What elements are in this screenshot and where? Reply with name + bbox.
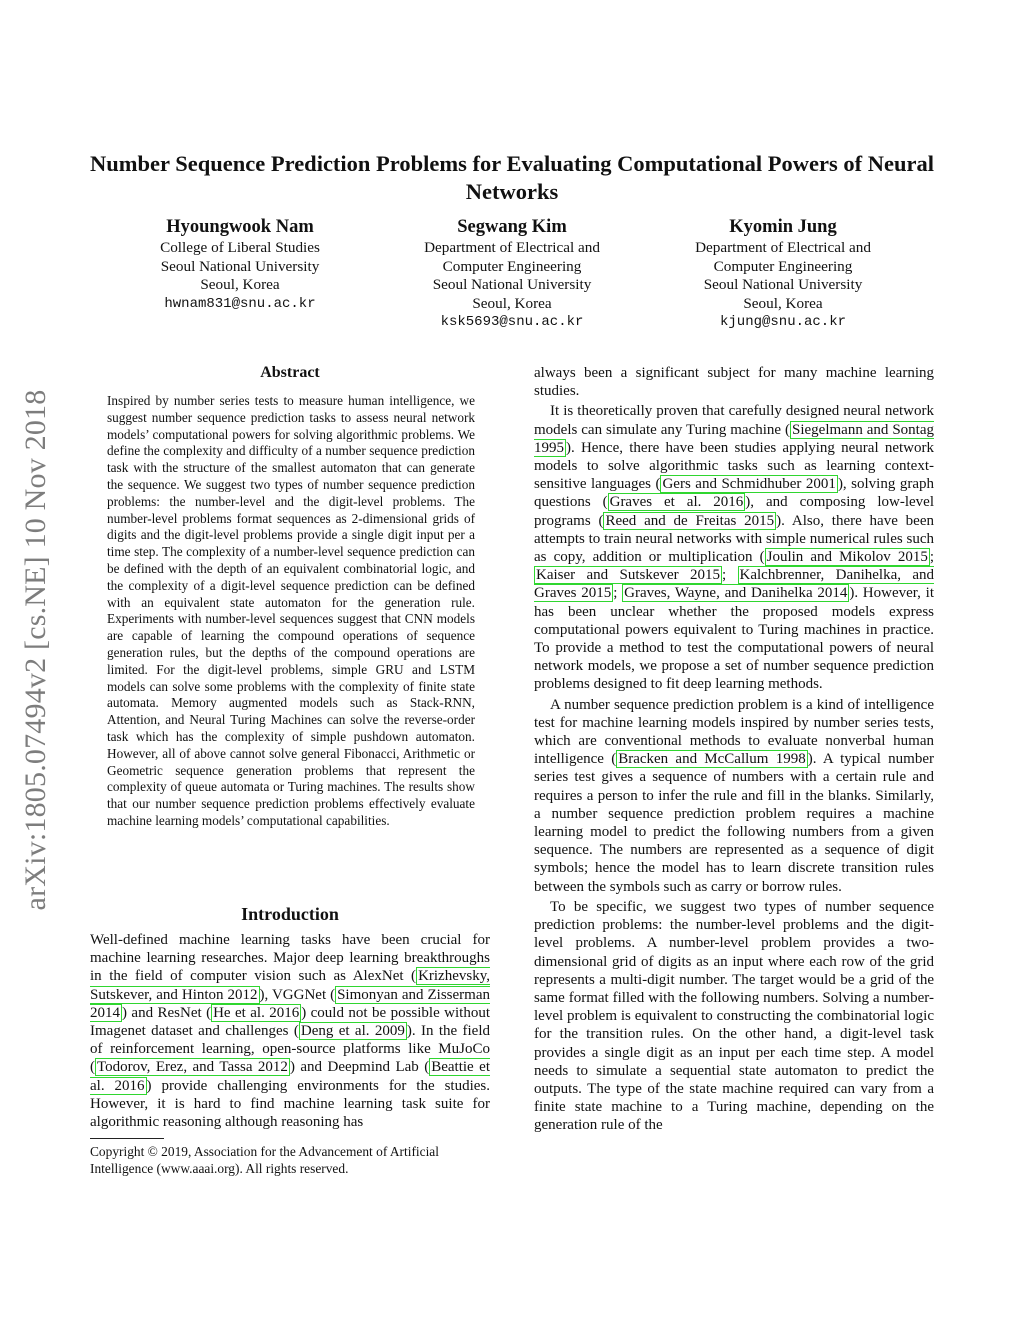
body-paragraph: A number sequence prediction problem is a kind of intelligence test for machine learning models inspired by number series tests, which are conventional methods to evaluate nonverbal human intelligence ( Bracken and McCallum 1998 ). A typical number series test gives a sequence of numbers with a certain rule and requires a person to infer the rule and fill in the blanks. Similarly, a number sequence prediction problem requires a machine learning model to predict the following numbers from a given sequence. The numbers are represented as a sequence of digit symbols; hence the model has to learn discrete transition rules between the symbols such as carry or borrow rules. <box>534 696 934 895</box>
arxiv-identifier: arXiv:1805.07494v2 [cs.NE] 10 Nov 2018 <box>19 389 52 911</box>
author-block-3 <box>673 216 893 332</box>
body-paragraph: always been a significant subject for many machine learning studies. <box>534 365 934 400</box>
citation-link[interactable]: Siegelmann and Sontag 1995 <box>534 421 934 456</box>
introduction-heading: Introduction <box>241 904 339 924</box>
citation-link[interactable]: Beattie et al. 2016 <box>90 1059 490 1094</box>
author-affiliation: Seoul National University <box>703 276 863 293</box>
author-name: Kyomin Jung <box>729 217 837 237</box>
author-block-2 <box>402 216 622 332</box>
abstract-text: Inspired by number series tests to measure human intelligence, we suggest number sequence prediction tasks to assess neural network models’ computational powers for solving algorithmic problems. We define the complexity and difficulty of a number sequence prediction task with the structure of the smallest automaton that can generate the sequence. We suggest two types of number sequence prediction problems: the number-level and the digit-level problems. The number-level problems format sequences as 2-dimensional grids of digits and the digit-level problems provide a single digit input per a time step. The complexity of a number-level sequence prediction can be defined with the depth of an equivalent combinatorial logic, and the complexity of a digit-level sequence prediction can be defined with an equivalent state automaton for the generation rule. Experiments with number-level sequences suggest that CNN models are capable of learning the compound operations of sequence generation rules, but the depths of the compound operations are limited. For the digit-level problems, simple GRU and LSTM models can solve some problems with the complexity of finite state automata. Memory augmented models such as Stack-RNN, Attention, and Neural Turing Machines can solve the reverse-order task which has the complexity of simple pushdown automaton. However, all of above cannot solve general Fibonacci, Arithmetic or Geometric sequence generation problems that represent the complexity of queue automata or Turing machines. The results show that our number sequence prediction problems effectively evaluate machine learning models’ computational capabilities. <box>107 393 475 828</box>
citation-link[interactable]: Kaiser and Sutskever 2015 <box>536 567 720 584</box>
author-affiliation: Department of Electrical and <box>695 239 871 256</box>
citation-link[interactable]: Joulin and Mikolov 2015 <box>766 549 928 566</box>
author-email[interactable]: kjung@snu.ac.kr <box>719 314 847 330</box>
body-paragraph: To be specific, we suggest two types of number sequence prediction problems: the number-level problems and the digit-level problems. A number-level problem provides a two-dimensional grid of digits as an input where each row of the grid represents a multi-digit number. The target would be a grid of the same format filled with the following numbers. Solving a number-level problem is equivalent to constructing the combinatorial logic for the transition rules. On the other hand, a digit-level task provides a single digit as an input per each time step. A model needs to simulate a sequential state automaton to predict the outputs. The type of the state machine required can vary from a finite state machine to a Turing machine, depending on the generation rule of the <box>534 898 934 1134</box>
paper-title: Number Sequence Prediction Problems for Evaluating Computational Powers of Neural Networks <box>90 151 934 204</box>
author-block-1 <box>130 216 350 313</box>
author-email[interactable]: ksk5693@snu.ac.kr <box>440 314 584 330</box>
citation-link[interactable]: Krizhevsky, Sutskever, and Hinton 2012 <box>90 968 490 1003</box>
author-name: Segwang Kim <box>457 217 567 237</box>
citation-link[interactable]: Gers and Schmidhuber 2001 <box>662 476 836 493</box>
author-name: Hyoungwook Nam <box>166 217 314 237</box>
author-affiliation: Computer Engineering <box>442 257 582 275</box>
citation-link[interactable]: Deng et al. 2009 <box>300 1023 405 1040</box>
author-affiliation: Department of Electrical and <box>424 239 600 256</box>
body-paragraph: It is theoretically proven that carefully designed neural network models can simulate any Turing machine ( Siegelmann and Sontag 1995 ). Hence, there have been studies applying neural network models to solve algorithmic tasks such as learning context-sensitive languages ( Gers and Schmidhuber 2001 ), solving graph questions ( Graves et al. 2016 ), and composing low-level programs ( Reed and de Freitas 2015 ). Also, there have been attempts to train neural networks with simple numerical rules such as copy, addition or multiplication ( Joulin and Mikolov 2015 ; Kaiser and Sutskever 2015 ; Kalchbrenner, Danihelka, and Graves 2015 ; Graves, Wayne, and Danihelka 2014 ). However, it has been unclear whether the proposed models express computational powers equivalent to Turing machines in practice. To provide a method to test the computational powers of neural network models, we propose a set of number sequence prediction problems designed to fit deep learning methods. <box>534 403 935 693</box>
abstract-heading: Abstract <box>260 364 320 381</box>
left-column <box>90 931 490 1131</box>
arxiv-sidebar <box>16 350 56 950</box>
citation-link[interactable]: Bracken and McCallum 1998 <box>618 751 806 768</box>
author-email[interactable]: hwnam831@snu.ac.kr <box>164 295 316 312</box>
citation-link[interactable]: Simonyan and Zisserman 2014 <box>90 986 490 1021</box>
author-affiliation: Seoul, Korea <box>472 294 552 312</box>
author-affiliation: Seoul National University <box>432 276 592 293</box>
author-affiliation: Seoul National University <box>160 257 320 275</box>
citation-link[interactable]: He et al. 2016 <box>213 1004 300 1021</box>
citation-link[interactable]: Graves et al. 2016 <box>609 494 744 511</box>
author-affiliation: College of Liberal Studies <box>160 239 320 256</box>
author-affiliation: Computer Engineering <box>713 257 853 275</box>
citation-link[interactable]: Kalchbrenner, Danihelka, and Graves 2015 <box>534 567 934 602</box>
intro-paragraph: Well-defined machine learning tasks have been crucial for machine learning researches. Major deep learning breakthroughs in the field of computer vision such as AlexNet ( Krizhevsky, Sutskever, and Hinton 2012 ), VGGNet ( Simonyan and Zisserman 2014 ) and ResNet ( He et al. 2016 ) could not be possible without Imagenet dataset and challenges ( Deng et al. 2009 ). In the field of reinforcement learning, open-source platforms like MuJoCo ( Todorov, Erez, and Tassa 2012 ) and Deepmind Lab ( Beattie et al. 2016 ) provide challenging environments for the studies. However, it is hard to find machine learning task suite for algorithmic reasoning although reasoning has <box>90 932 491 1131</box>
citation-link[interactable]: Todorov, Erez, and Tassa 2012 <box>97 1059 288 1076</box>
author-affiliation: Seoul, Korea <box>743 294 823 312</box>
citation-link[interactable]: Reed and de Freitas 2015 <box>605 512 775 529</box>
citation-link[interactable]: Graves, Wayne, and Danihelka 2014 <box>624 585 848 602</box>
right-column <box>534 364 934 1137</box>
copyright-footnote: Copyright © 2019, Association for the Advancement of Artificial Intelligence (www.aaai.org). All rights reserved. <box>90 1144 439 1176</box>
author-affiliation: Seoul, Korea <box>200 276 280 293</box>
footnote-rule <box>90 1138 164 1139</box>
